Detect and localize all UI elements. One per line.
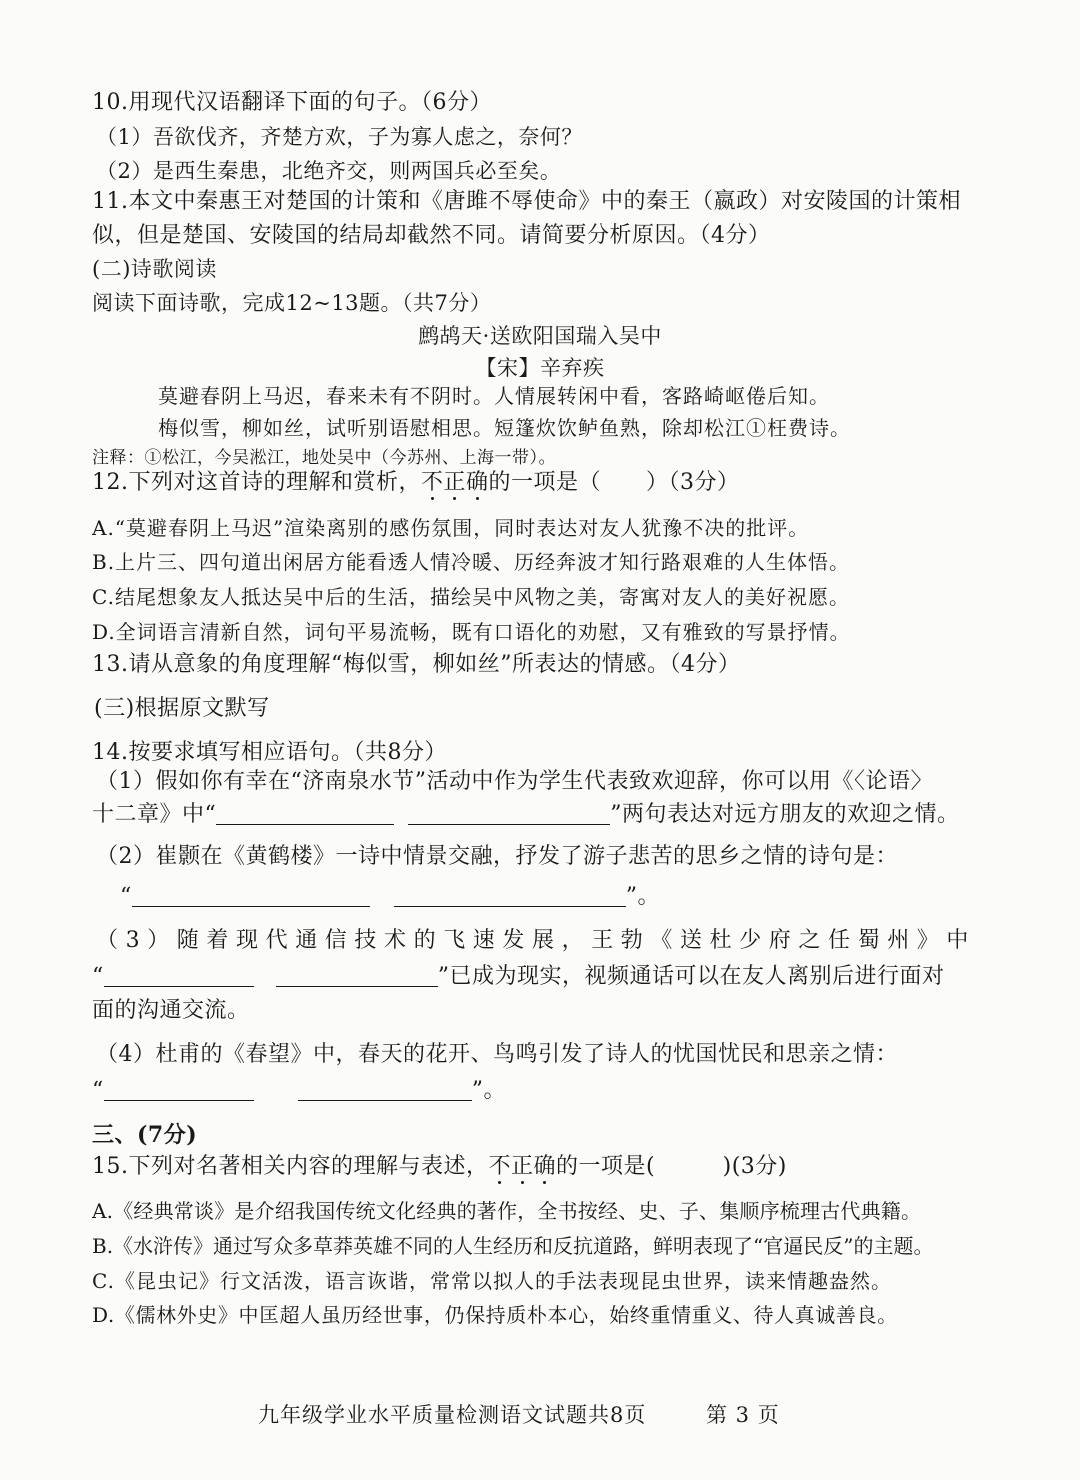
- poem-note: 注释：①松江，今吴淞江，地处吴中（今苏州、上海一带）。: [92, 448, 556, 468]
- q14-title: 14.按要求填写相应语句。（共8分）: [92, 740, 447, 765]
- answer-blank[interactable]: [298, 1080, 472, 1101]
- q15-option-c: C.《昆虫记》行文活泼，语言诙谐，常常以拟人的手法表现昆虫世界，读来情趣盎然。: [92, 1269, 892, 1293]
- close-quote: ”。: [625, 884, 660, 909]
- answer-blank[interactable]: [408, 804, 610, 825]
- q14-part-1-line-1: （1）假如你有幸在“济南泉水节”活动中作为学生代表致欢迎辞，你可以用《〈论语〉: [96, 769, 933, 794]
- poem-line-1: 莫避春阴上马迟，春来未有不阴时。人情展转闲中看，客路崎岖倦后知。: [158, 384, 830, 408]
- footer-exam-info: 九年级学业水平质量检测语文试题共8页: [258, 1403, 647, 1427]
- q15-stem-start: 15.下列对名著相关内容的理解与表述，: [92, 1154, 489, 1179]
- q12-option-b: B.上片三、四句道出闲居方能看透人情冷暖、历经奔波才知行路艰难的人生体悟。: [92, 550, 851, 574]
- q15-stem: [92, 1152, 787, 1182]
- q14-part-4-blanks: [92, 1076, 506, 1106]
- q14-part-1-suffix: ”两句表达对远方朋友的欢迎之情。: [610, 802, 960, 827]
- answer-blank[interactable]: [132, 886, 370, 907]
- q14-part-2-line-1: （2）崔颢在《黄鹤楼》一诗中情景交融，抒发了游子悲苦的思乡之情的诗句是：: [96, 844, 898, 869]
- q10-sentence-1: （1）吾欲伐齐，齐楚方欢，子为寡人虑之，奈何？: [96, 125, 583, 149]
- q12-option-d: D.全词语言清新自然，词句平易流畅，既有口语化的劝慰，又有雅致的写景抒情。: [92, 620, 851, 644]
- emphasis-char: 正: [443, 470, 467, 495]
- q11-line-1: 11.本文中秦惠王对楚国的计策和《唐雎不辱使命》中的秦王（嬴政）对安陵国的计策相: [92, 189, 961, 214]
- q14-part-3-suffix: ”已成为现实，视频通话可以在友人离别后进行面对: [437, 964, 945, 989]
- q12-stem: [92, 468, 740, 498]
- poem-line-2: 梅似雪，柳如丝，试听别语慰相思。短篷炊饮鲈鱼熟，除却松江①枉费诗。: [158, 416, 851, 440]
- q15-option-d: D.《儒林外史》中匡超人虽历经世事，仍保持质朴本心，始终重情重义、待人真诚善良。: [92, 1303, 898, 1327]
- q14-part-1-prefix: 十二章》中“: [92, 802, 217, 827]
- q11-line-2: 似，但是楚国、安陵国的结局却截然不同。请简要分析原因。（4分）: [92, 223, 771, 248]
- answer-blank[interactable]: [276, 966, 438, 987]
- q14-part-4-line-1: （4）杜甫的《春望》中，春天的花开、鸟鸣引发了诗人的忧国忧民和思亲之情：: [96, 1042, 898, 1067]
- emphasis-char: 正: [511, 1154, 534, 1179]
- answer-blank[interactable]: [104, 966, 254, 987]
- section-2-instruction: 阅读下面诗歌，完成12~13题。（共7分）: [92, 291, 492, 315]
- close-quote: ”。: [471, 1078, 506, 1103]
- q12-option-c: C.结尾想象友人抵达吴中后的生活，描绘吴中风物之美，寄寓对友人的美好祝愿。: [92, 585, 850, 609]
- answer-blank[interactable]: [216, 804, 394, 825]
- emphasis-char: 确: [466, 470, 489, 495]
- q12-stem-start: 12.下列对这首诗的理解和赏析，: [92, 470, 421, 495]
- part-3-heading: 三、(7分): [92, 1122, 198, 1148]
- open-quote: “: [120, 884, 132, 909]
- q14-part-1-line-2: [92, 800, 960, 830]
- poem-author: 【宋】辛弃疾: [475, 356, 605, 380]
- q15-stem-end: 的一项是( )(3分): [556, 1154, 787, 1179]
- emphasis-char: 不: [421, 470, 444, 495]
- q14-part-3-line-2: [92, 962, 945, 992]
- q14-part-2-blanks: [120, 882, 660, 912]
- open-quote: “: [92, 964, 104, 989]
- emphasis-char: 确: [533, 1154, 557, 1179]
- q12-option-a: A.“莫避春阴上马迟”渲染离别的感伤氛围，同时表达对友人犹豫不决的批评。: [92, 516, 810, 540]
- q13-text: 13.请从意象的角度理解“梅似雪，柳如丝”所表达的情感。（4分）: [92, 652, 741, 677]
- q12-stem-end: 的一项是（ ）（3分）: [488, 470, 740, 495]
- answer-blank[interactable]: [104, 1080, 254, 1101]
- q15-option-a: A.《经典常谈》是介绍我国传统文化经典的著作，全书按经、史、子、集顺序梳理古代典籍。: [92, 1199, 922, 1223]
- footer-page-number: 第 3 页: [706, 1403, 780, 1427]
- open-quote: “: [92, 1078, 104, 1103]
- section-3-heading: (三)根据原文默写: [94, 696, 270, 721]
- emphasis-char: 不: [488, 1154, 512, 1179]
- q10-sentence-2: （2）是西生秦患，北绝齐交，则两国兵必至矣。: [96, 159, 562, 183]
- q14-part-3-line-3: 面的沟通交流。: [92, 998, 250, 1023]
- q15-option-b: B.《水浒传》通过写众多草莽英雄不同的人生经历和反抗道路，鲜明表现了“官逼民反”的主题。: [92, 1234, 934, 1258]
- q10-title: 10.用现代汉语翻译下面的句子。（6分）: [92, 90, 492, 115]
- poem-title: 鹧鸪天·送欧阳国瑞入吴中: [418, 324, 662, 348]
- answer-blank[interactable]: [394, 886, 626, 907]
- section-2-heading: (二)诗歌阅读: [92, 257, 217, 281]
- q14-part-3-line-1: （3）随着现代通信技术的飞速发展，王勃《送杜少府之任蜀州》中: [96, 928, 976, 953]
